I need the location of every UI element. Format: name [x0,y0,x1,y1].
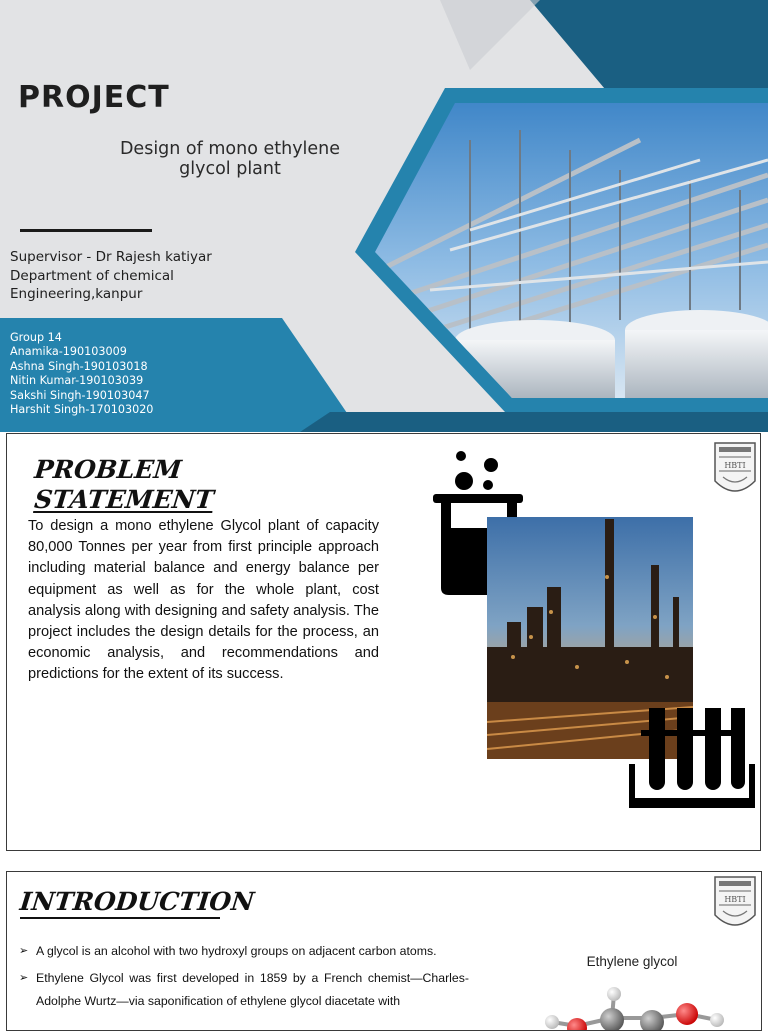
college-emblem-icon [713,875,757,933]
svg-text:HBTI: HBTI [724,461,746,470]
heading-underline [20,917,220,919]
group-label: Group 14 [10,331,62,344]
title-divider [20,229,152,232]
title-slide [0,0,768,432]
group-member: Ashna Singh-190103018 [10,359,148,373]
subtitle-line: Design of mono ethylene [119,139,341,159]
problem-statement-slide [6,433,761,851]
arrow-bullet-icon: ➢ [19,972,29,984]
subtitle-line: glycol plant [179,159,281,179]
heading-line: PROBLEM [33,455,183,484]
arrow-bullet-icon: ➢ [19,945,29,957]
college-emblem-icon [713,441,757,499]
group-member: Nitin Kumar-190103039 [10,374,144,388]
project-subtitle [50,139,410,179]
list-item [19,940,469,963]
supervisor-line: Department of chemical [10,267,174,284]
test-tubes-icon [627,702,757,814]
group-members-list [10,331,153,417]
introduction-slide [6,871,762,1031]
slide-title: PROJECT [18,80,170,115]
bullet-text: Ethylene Glycol was first developed in 1859 by a French chemist—Charles-Adolphe Wurtz—via saponification of ethylene glycol diacetate with [36,971,469,1008]
problem-statement-text: To design a mono ethylene Glycol plant of capacity 80,000 Tonnes per year from first principle approach including material balance and energy balance per equipment as well as for the whole plant, cost analysis along with designing and safety analysis. The project includes the design details for the process, an economic analysis, and recommendations and predictions for the extent of its success. [28,518,379,683]
heading-line: STATEMENT [32,485,216,514]
group-member: Sakshi Singh-190103047 [10,388,150,402]
list-item [19,967,469,1013]
group-member: Anamika-190103009 [10,345,127,359]
problem-statement-heading [30,455,218,515]
supervisor-line: Engineering,kanpur [10,286,143,302]
bullet-text: A glycol is an alcohol with two hydroxyl groups on adjacent carbon atoms. [36,944,437,958]
introduction-heading: INTRODUCTION [18,887,256,916]
molecule-label: Ethylene glycol [586,954,678,969]
supervisor-line: Supervisor - Dr Rajesh katiyar [10,249,212,265]
svg-text:HBTI: HBTI [724,895,746,904]
group-member: Harshit Singh-170103020 [10,403,154,417]
supervisor-block [10,248,212,304]
